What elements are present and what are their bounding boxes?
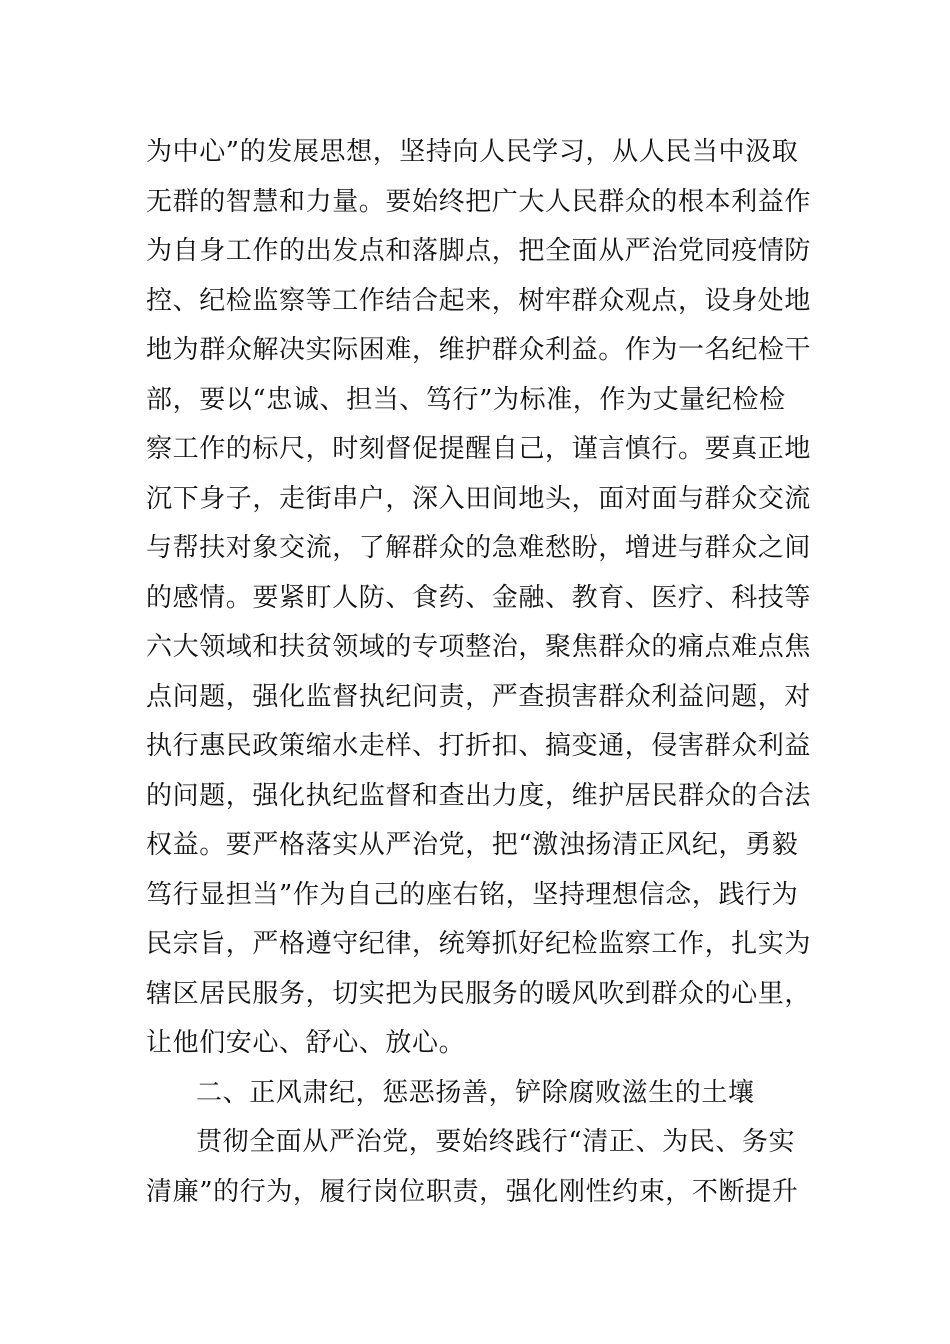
paragraph-line: 辖区居民服务，切实把为民服务的暖风吹到群众的心里， xyxy=(146,978,812,1009)
paragraph-line: 点问题，强化监督执纪问责，严查损害群众利益问题，对 xyxy=(146,681,812,712)
section-heading: 二、正风肃纪，惩恶扬善，铲除腐败滋生的土壤 xyxy=(196,1077,755,1108)
paragraph-line: 民宗旨，严格遵守纪律，统筹抓好纪检监察工作，扎实为 xyxy=(146,929,812,959)
paragraph-line: 与帮扶对象交流，了解群众的急难愁盼，增进与群众之间 xyxy=(146,533,812,563)
paragraph-line: 让他们安心、舒心、放心。 xyxy=(146,1028,466,1058)
document-body xyxy=(146,128,816,1217)
paragraph-line: 的感情。要紧盯人防、食药、金融、教育、医疗、科技等 xyxy=(146,582,812,613)
paragraph-line: 为中心”的发展思想，坚持向人民学习，从人民当中汲取 xyxy=(146,137,799,167)
paragraph-line: 执行惠民政策缩水走样、打折扣、搞变通，侵害群众利益 xyxy=(146,731,812,761)
paragraph-line: 笃行显担当”作为自己的座右铭，坚持理想信念，践行为 xyxy=(146,879,799,910)
paragraph-line: 清廉”的行为，履行岗位职责，强化刚性约束，不断提升 xyxy=(146,1176,799,1207)
paragraph-line: 察工作的标尺，时刻督促提醒自己，谨言慎行。要真正地 xyxy=(146,434,812,464)
paragraph-line: 地为群众解决实际困难，维护群众利益。作为一名纪检干 xyxy=(146,335,812,365)
paragraph-line: 权益。要严格落实从严治党，把“激浊扬清正风纪，勇毅 xyxy=(146,830,799,860)
paragraph-line: 沉下身子，走街串户，深入田间地头，面对面与群众交流 xyxy=(146,483,812,514)
paragraph-line: 贯彻全面从严治党，要始终践行“清正、为民、务实 xyxy=(196,1127,796,1157)
paragraph-line: 控、纪检监察等工作结合起来，树牢群众观点，设身处地 xyxy=(146,285,812,316)
paragraph-line: 六大领域和扶贫领域的专项整治，聚焦群众的痛点难点焦 xyxy=(146,632,812,662)
paragraph-line: 无群的智慧和力量。要始终把广大人民群众的根本利益作 xyxy=(146,186,812,217)
paragraph-line: 的问题，强化执纪监督和查出力度，维护居民群众的合法 xyxy=(146,780,812,811)
paragraph-line: 为自身工作的出发点和落脚点，把全面从严治党同疫情防 xyxy=(146,236,812,266)
paragraph-line: 部，要以“忠诚、担当、笃行”为标准，作为丈量纪检检 xyxy=(146,384,786,415)
